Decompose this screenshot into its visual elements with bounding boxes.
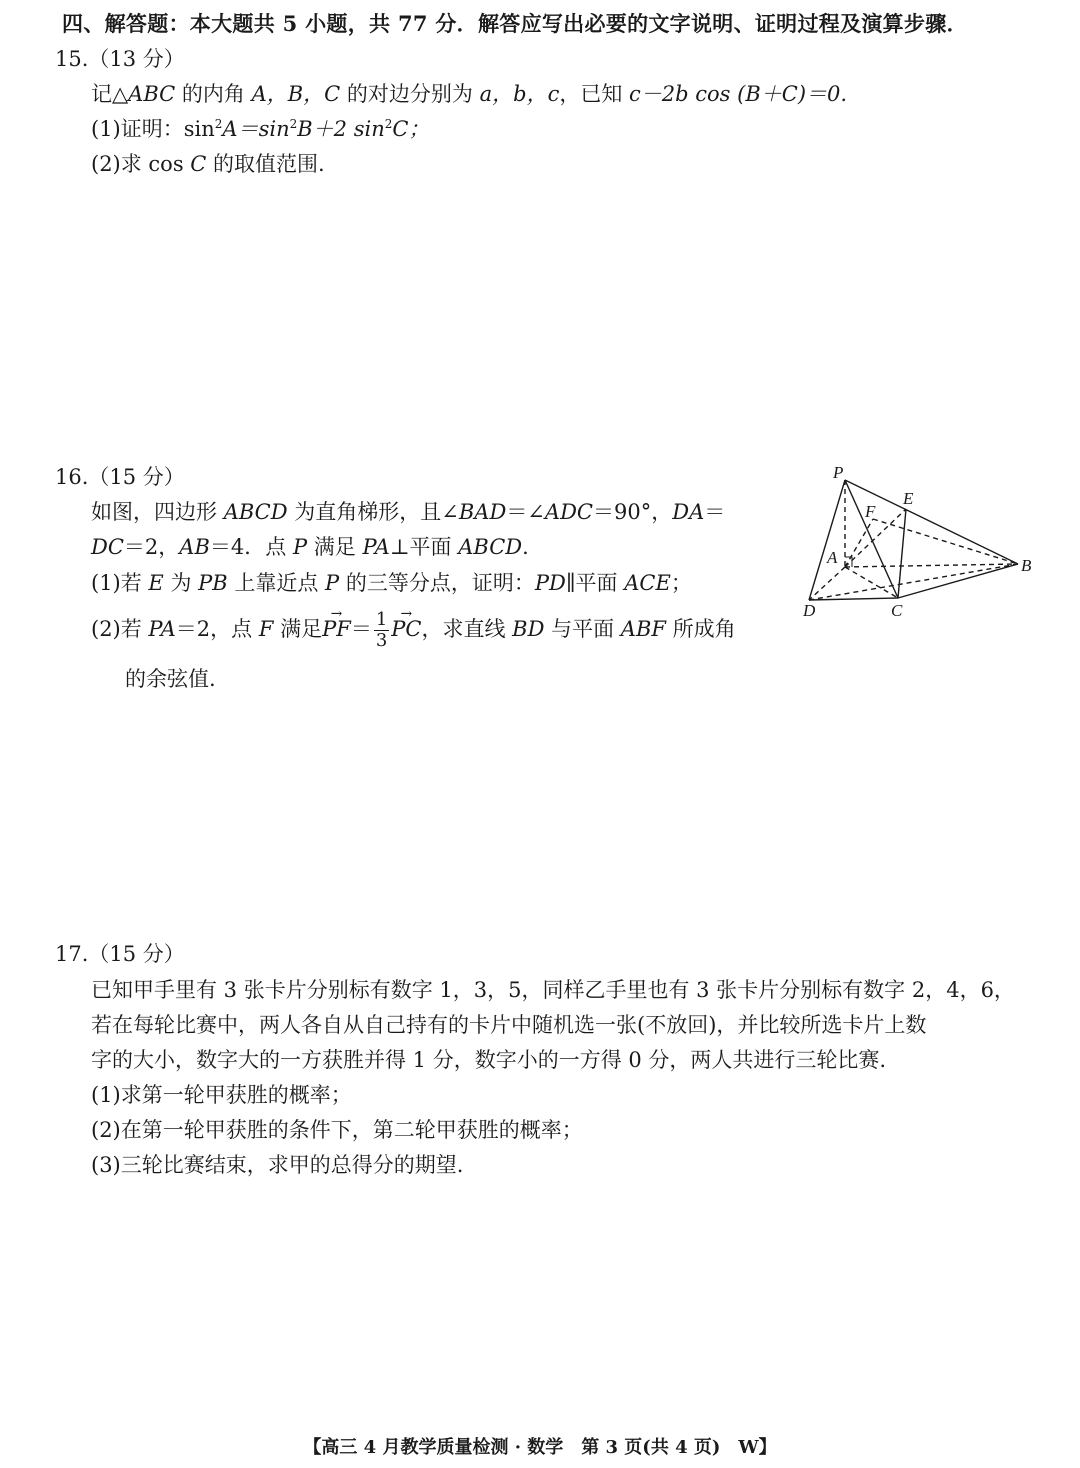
q16-part1: (1)若 E 为 PB 上靠近点 P 的三等分点，证明：PD∥平面 ACE； [91,571,692,595]
edge-pd [809,480,845,600]
q16-line1: 如图，四边形 ABCD 为直角梯形，且∠BAD＝∠ADC＝90°，DA＝ [91,500,726,524]
q15-part1: (1)证明：$\sin^2A=\sin^2B+2$ $\sin^2C$； [91,117,430,141]
label-d: D [803,601,816,620]
label-a: A [827,548,838,567]
section-header: 四、解答题：本大题共 5 小题，共 77 分．解答应写出必要的文字说明、证明过程及演算步骤． [62,11,968,36]
q16-part2-cont: 的余弦值. [125,667,216,691]
q17-part2: (2)在第一轮甲获胜的条件下，第二轮甲获胜的概率； [91,1118,583,1142]
edge-ac [845,567,898,598]
edge-ae [845,509,906,567]
label-c: C [891,601,903,620]
q17-part1: (1)求第一轮甲获胜的概率； [91,1083,352,1107]
label-b: B [1021,556,1032,575]
edge-fb [873,519,1018,564]
pyramid-figure [795,460,1045,625]
q17-part3: (3)三轮比赛结束，求甲的总得分的期望. [91,1153,464,1177]
edge-af [845,519,873,567]
page-footer: 【高三 4 月教学质量检测 · 数学 第 3 页(共 4 页) W】 [303,1437,777,1458]
q15-stem: 记△ABC 的内角 A，B，C 的对边分别为 a，b，c，已知 c－2b cos (B＋C)＝0. [91,82,848,106]
edge-pb [845,480,1018,564]
label-e: E [903,489,914,508]
label-f: F [865,502,876,521]
q15-part2: (2)求 cos C 的取值范围. [91,152,325,176]
q16-line2: DC＝2，AB＝4．点 P 满足 PA⊥平面 ABCD. [91,535,529,559]
q16-number: 16.（15 分） [55,465,185,489]
q15-number: 15.（13 分） [55,47,185,71]
fraction-one-third: $\frac{1}{3}$ [375,609,388,651]
edge-ab-dashed [845,564,1018,567]
q17-line2: 若在每轮比赛中，两人各自从自己持有的卡片中随机选一张(不放回)，并比较所选卡片上数 [91,1013,927,1037]
vector-pc: → PC [391,612,421,647]
q17-line3: 字的大小，数字大的一方获胜并得 1 分，数字小的一方得 0 分，两人共进行三轮比赛. [91,1048,887,1072]
vector-pf: → PF [322,612,351,647]
label-p: P [833,463,844,482]
edge-bd [809,564,1018,600]
q17-line1: 已知甲手里有 3 张卡片分别标有数字 1，3，5，同样乙手里也有 3 张卡片分别标有数字 2，4，6， [91,978,1015,1002]
q16-part2: (2)若 PA＝2，点 F 满足→ PF＝ $\frac{1}{3}$ → PC，求直线 BD 与平面 ABF 所成角 [91,610,736,651]
edge-pc [845,480,898,598]
q17-number: 17.（15 分） [55,942,185,966]
